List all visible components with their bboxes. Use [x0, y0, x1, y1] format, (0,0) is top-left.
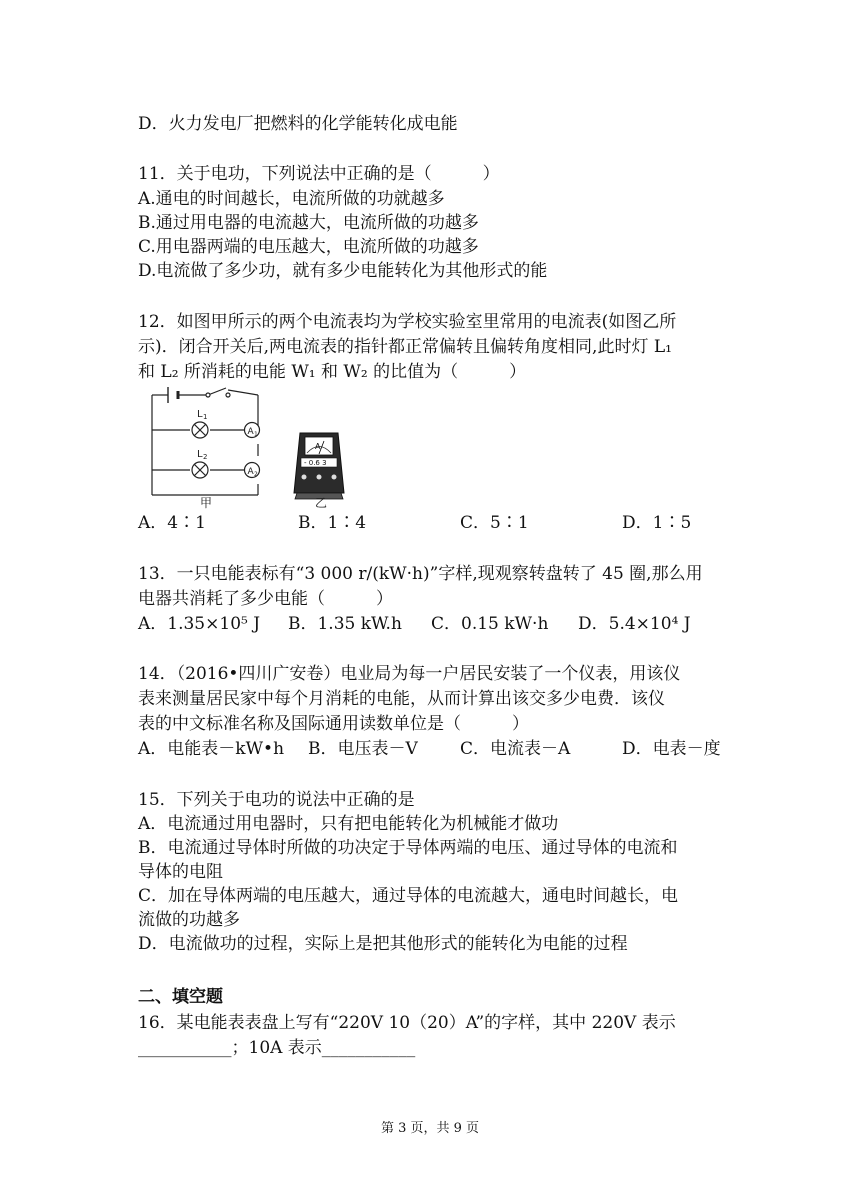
- switch-icon: [206, 388, 230, 397]
- lamp-l1-icon: [192, 422, 208, 438]
- q12-options: [138, 511, 738, 535]
- ammeter-a2-label: A: [247, 467, 254, 477]
- q12-option-a: A．4∶1: [138, 513, 206, 533]
- figure-label-jia: 甲: [200, 496, 213, 510]
- q12-stem-line-2: 示)．闭合开关后,两电流表的指针都正常偏转且偏转角度相同,此时灯 L₁: [138, 337, 672, 357]
- lamp-l2-label: L: [197, 449, 203, 460]
- q12-option-d: D．1∶5: [622, 513, 692, 533]
- q14-stem-line-3: 表的中文标准名称及国际通用读数单位是（ ）: [138, 714, 529, 734]
- q15-stem: 15．下列关于电功的说法中正确的是: [138, 790, 415, 810]
- q11-option-d: D.电流做了多少功，就有多少电能转化为其他形式的能: [138, 261, 548, 281]
- q13-stem-line-2: 电器共消耗了多少电能（ ）: [138, 589, 393, 609]
- q15-option-b-line-2: 导体的电阻: [138, 862, 223, 882]
- lamp-l2-icon: [192, 462, 208, 478]
- q15-option-d: D．电流做功的过程，实际上是把其他形式的能转化为电能的过程: [138, 934, 628, 954]
- q11-stem: 11．关于电功，下列说法中正确的是（ ）: [138, 164, 500, 184]
- section-heading-fill-in: 二、填空题: [138, 987, 223, 1007]
- q12-figure: [140, 385, 380, 515]
- q12-option-c: C．5∶1: [460, 513, 529, 533]
- circuit-diagram: [152, 390, 258, 495]
- q13-option-c: C．0.15 kW·h: [431, 614, 549, 634]
- lamp-l2-subscript: 2: [203, 453, 208, 461]
- battery-icon: [168, 387, 178, 403]
- q14-stem-line-1: 14．（2016•四川广安卷）电业局为每一户居民安装了一个仪表，用该仪: [138, 664, 681, 684]
- q15-option-a: A．电流通过用电器时，只有把电能转化为机械能才做功: [138, 814, 559, 834]
- page-number-footer: 第 3 页，共 9 页: [380, 1121, 480, 1136]
- q13-stem-line-1: 13．一只电能表标有“3 000 r/(kW·h)”字样,现观察转盘转了 45 圈,那么用: [138, 564, 703, 584]
- ammeter-a2-subscript: 2: [254, 471, 258, 478]
- q14-stem-line-2: 表来测量居民家中每个月消耗的电能，从而计算出该交多少电费．该仪: [138, 689, 665, 709]
- q14-option-a: A．电能表－kW•h: [138, 739, 285, 759]
- q11-option-b: B.通过用电器的电流越大，电流所做的功越多: [138, 213, 479, 233]
- q16-stem-line-1: 16．某电能表表盘上写有“220V 10（20）A”的字样，其中 220V 表示: [138, 1013, 676, 1033]
- q14-options: [138, 737, 738, 761]
- q11-option-c: C.用电器两端的电压越大，电流所做的功越多: [138, 237, 479, 257]
- figure-label-yi: 乙: [315, 496, 328, 510]
- q13-option-a: A．1.35×10⁵ J: [138, 614, 261, 634]
- q14-option-c: C．电流表－A: [460, 739, 571, 759]
- q14-option-b: B．电压表－V: [308, 739, 418, 759]
- ammeter-a1-label: A: [247, 427, 254, 437]
- q11-option-a: A.通电的时间越长，电流所做的功就越多: [138, 189, 445, 209]
- q12-option-b: B．1∶4: [298, 513, 367, 533]
- q15-option-b-line-1: B．电流通过导体时所做的功决定于导体两端的电压、通过导体的电流和: [138, 838, 678, 858]
- q13-option-b: B．1.35 kW.h: [288, 614, 402, 634]
- q15-option-c-line-2: 流做的功越多: [138, 910, 240, 930]
- q12-stem-line-1: 12．如图甲所示的两个电流表均为学校实验室里常用的电流表(如图乙所: [138, 312, 677, 332]
- q15-option-c-line-1: C．加在导体两端的电压越大，通过导体的电流越大，通电时间越长，电: [138, 886, 679, 906]
- lamp-l1-subscript: 1: [203, 413, 208, 421]
- ammeter-terminal-labels: - 0.6 3: [304, 459, 327, 467]
- q13-option-d: D．5.4×10⁴ J: [578, 614, 691, 634]
- q13-options: [138, 612, 738, 636]
- lamp-l1-label: L: [197, 409, 203, 420]
- ammeter-a1-subscript: 1: [254, 431, 258, 438]
- q12-stem-line-3: 和 L₂ 所消耗的电能 W₁ 和 W₂ 的比值为（ ）: [138, 362, 527, 382]
- q14-option-d: D．电表－度: [622, 739, 721, 759]
- q10-option-d: D．火力发电厂把燃料的化学能转化成电能: [138, 114, 458, 134]
- ammeter-dial-letter: A: [315, 442, 321, 451]
- q16-stem-line-2: ___________；10A 表示___________: [138, 1038, 416, 1058]
